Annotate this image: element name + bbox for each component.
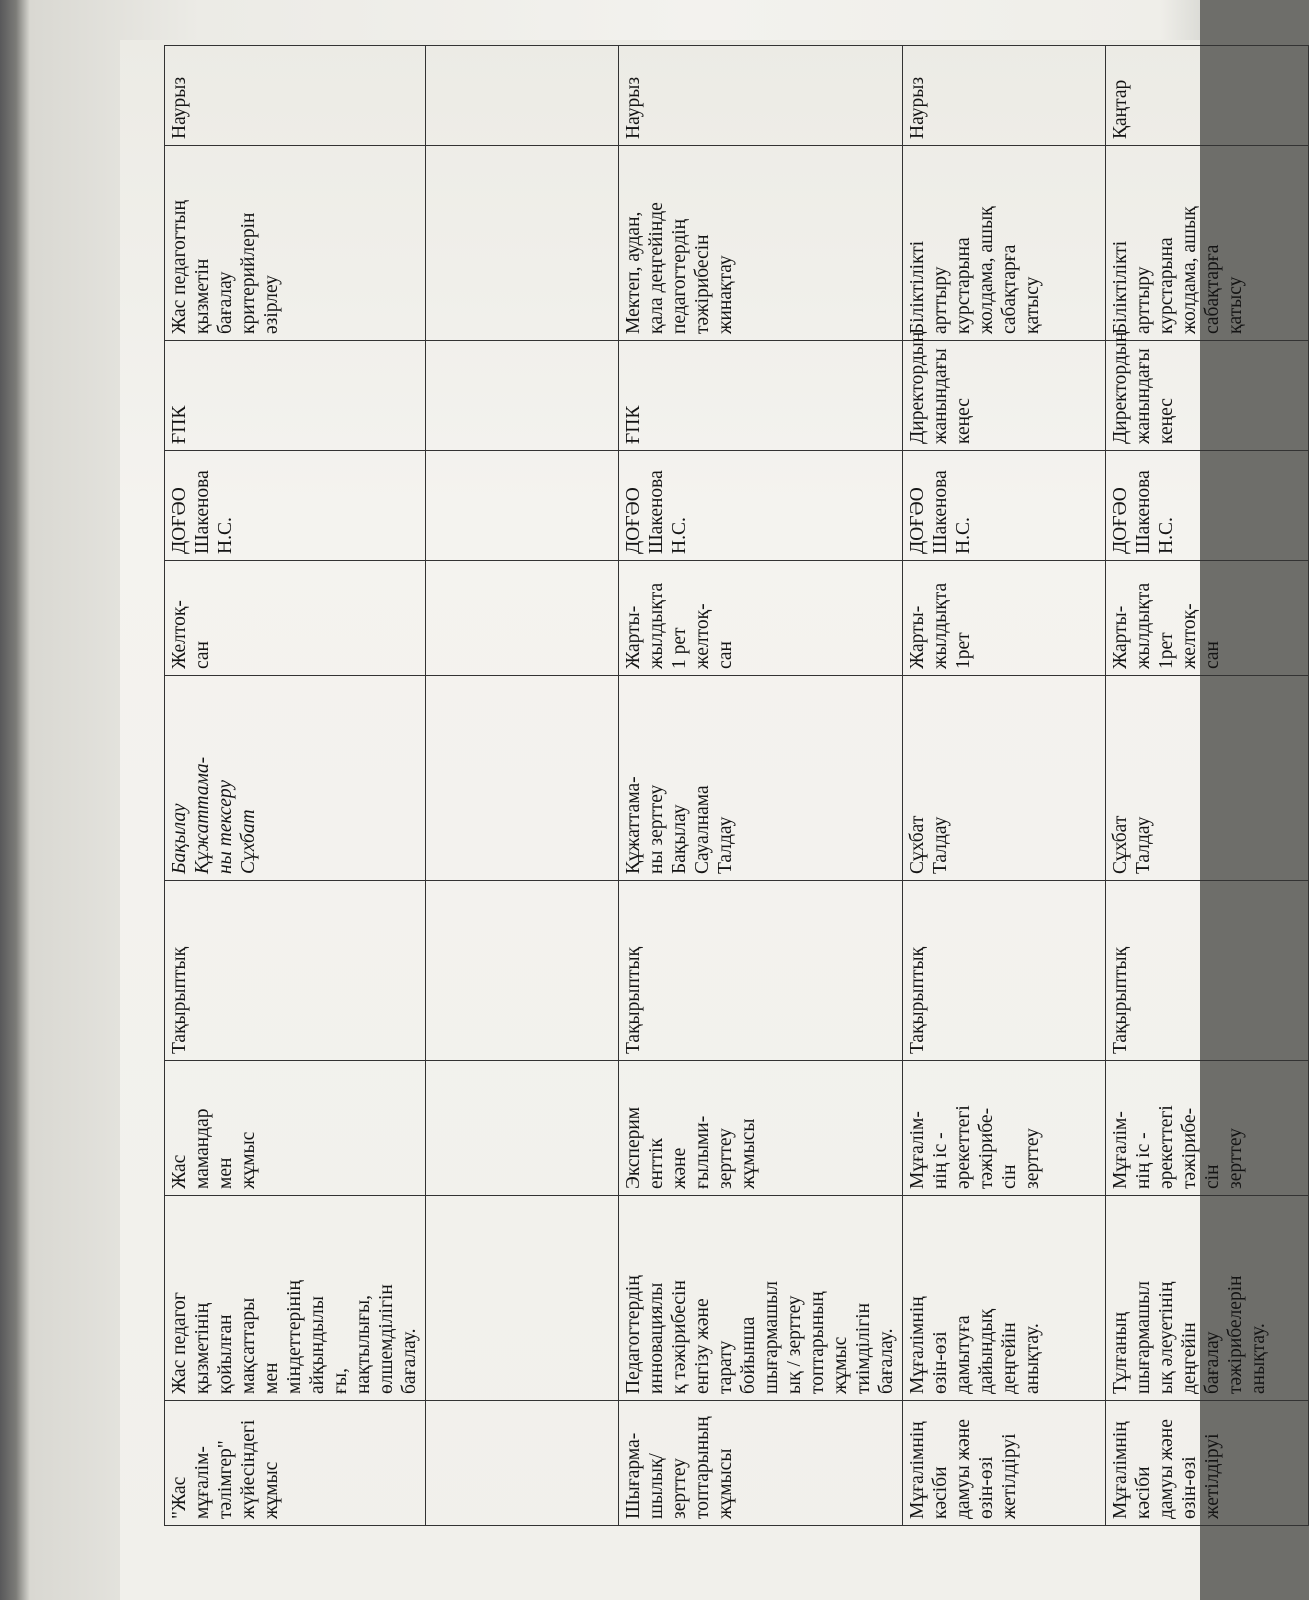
cell-object: Мұғалім- нің іс - әрекеттегі тәжірибе- сін зерттеу bbox=[903, 1061, 1106, 1196]
cell-object: Мұғалім- нің іс - әрекеттегі тәжірибе- сін зерттеу bbox=[1106, 1061, 1309, 1196]
cell-review-place: ҒПК bbox=[619, 341, 903, 451]
cell-control-type bbox=[426, 881, 619, 1061]
cell-deadline bbox=[426, 46, 619, 146]
cell-direction: "Жас мұғалім- тәлімгер" жүйесіндегі жұмыс bbox=[165, 1401, 426, 1526]
cell-control-type: Тақырыптық bbox=[619, 881, 903, 1061]
cell-objective: Тұлғаның шығармашыл ық әлеуетінің деңгейін бағалау тәжірибелерін анықтау. bbox=[1106, 1196, 1309, 1401]
cell-direction: Шығарма- шылық/ зерттеу топтарының жұмысы bbox=[619, 1401, 903, 1526]
cell-control-type: Тақырыптық bbox=[165, 881, 426, 1061]
table-row bbox=[165, 46, 426, 1526]
cell-responsible: ДОҒӘО Шакенова Н.С. bbox=[1106, 451, 1309, 561]
cell-review-place: Директордың жанындағы кеңес bbox=[903, 341, 1106, 451]
cell-responsible: ДОҒӘО Шакенова Н.С. bbox=[903, 451, 1106, 561]
cell-objective: Жас педагог қызметінің қойылған мақсаттары мен міндеттерінің айқындылы ғы, нақтылығы, өлшемділігін бағалау. bbox=[165, 1196, 426, 1401]
cell-direction bbox=[426, 1401, 619, 1526]
cell-control-type: Тақырыптық bbox=[903, 881, 1106, 1061]
table-row bbox=[619, 46, 903, 1526]
cell-methods bbox=[426, 676, 619, 881]
cell-control-type: Тақырыптық bbox=[1106, 881, 1309, 1061]
table-row bbox=[1106, 46, 1309, 1526]
cell-result: Жас педагогтың қызметін бағалау критерийлерін әзірлеу bbox=[165, 146, 426, 341]
cell-methods: Сұхбат Талдау bbox=[903, 676, 1106, 881]
cell-result: Мектеп, аудан, қала деңгейінде педагогтердің тәжірибесін жинақтау bbox=[619, 146, 903, 341]
cell-deadline: Қаңтар bbox=[1106, 46, 1309, 146]
cell-responsible bbox=[426, 451, 619, 561]
cell-methods: Құжаттама- ны зерттеу Бақылау Сауалнама Талдау bbox=[619, 676, 903, 881]
cell-objective bbox=[426, 1196, 619, 1401]
cell-object: Жас мамандар мен жұмыс bbox=[165, 1061, 426, 1196]
cell-period bbox=[426, 561, 619, 676]
table-row bbox=[903, 46, 1106, 1526]
cell-responsible: ДОҒӘО Шакенова Н.С. bbox=[165, 451, 426, 561]
cell-methods: Бақылау Құжаттама- ны тексеру Сұхбат bbox=[165, 676, 426, 881]
cell-review-place bbox=[426, 341, 619, 451]
table-row bbox=[426, 46, 619, 1526]
cell-object: Эксперим енттік және ғылыми- зерттеу жұмысы bbox=[619, 1061, 903, 1196]
cell-result bbox=[426, 146, 619, 341]
cell-object bbox=[426, 1061, 619, 1196]
cell-period: Жарты- жылдықта 1рет желтоқ- сан bbox=[1106, 561, 1309, 676]
cell-deadline: Наурыз bbox=[165, 46, 426, 146]
cell-deadline: Наурыз bbox=[619, 46, 903, 146]
cell-result: Біліктілікті арттыру курстарына жолдама, ашық сабақтарға қатысу bbox=[1106, 146, 1309, 341]
cell-period: Желтоқ- сан bbox=[165, 561, 426, 676]
rotated-page bbox=[164, 46, 1269, 1526]
cell-direction: Мұғалімнің кәсіби дамуы және өзін-өзі жетілдіруі bbox=[1106, 1401, 1309, 1526]
cell-period: Жарты- жылдықта 1 рет желтоқ- сан bbox=[619, 561, 903, 676]
cell-objective: Педагогтердің инновациялы қ тәжірибесін енгізу және тарату бойынша шығармашыл ық / зерттеу топтарының жұмыс тиімділігін бағалау. bbox=[619, 1196, 903, 1401]
cell-deadline: Наурыз bbox=[903, 46, 1106, 146]
cell-review-place: Директордың жанындағы кеңес bbox=[1106, 341, 1309, 451]
cell-period: Жарты- жылдықта 1рет bbox=[903, 561, 1106, 676]
cell-result: Біліктілікті арттыру курстарына жолдама, ашық сабақтарға қатысу bbox=[903, 146, 1106, 341]
control-plan-table bbox=[164, 45, 1309, 1526]
cell-methods: Сұхбат Талдау bbox=[1106, 676, 1309, 881]
cell-direction: Мұғалімнің кәсіби дамуы және өзін-өзі жетілдіруі bbox=[903, 1401, 1106, 1526]
cell-review-place: ҒПК bbox=[165, 341, 426, 451]
cell-responsible: ДОҒӘО Шакенова Н.С. bbox=[619, 451, 903, 561]
cell-objective: Мұғалімнің өзін-өзі дамытуға дайындық деңгейін анықтау. bbox=[903, 1196, 1106, 1401]
